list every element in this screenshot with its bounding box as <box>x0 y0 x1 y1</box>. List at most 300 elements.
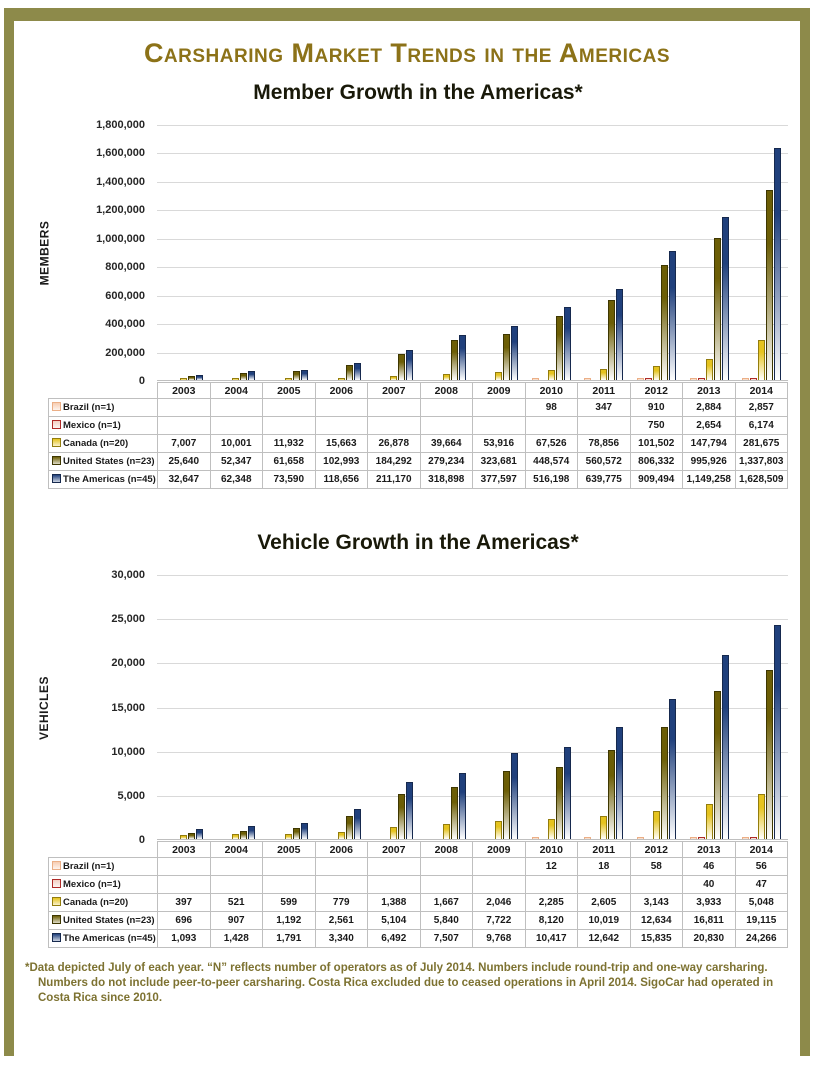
bar-canada-2005 <box>285 834 292 839</box>
member-data-table <box>48 382 788 489</box>
bar-the-2014 <box>774 148 781 380</box>
value-cell-united-2003: 696 <box>158 912 211 930</box>
year-header-2004: 2004 <box>210 842 263 858</box>
bar-united-2013 <box>714 238 721 380</box>
legend-swatch-united <box>52 915 61 924</box>
bar-the-2011 <box>616 727 623 839</box>
value-cell-canada-2013: 3,933 <box>683 894 736 912</box>
bar-group-2013 <box>683 575 736 839</box>
value-cell-canada-2004: 10,001 <box>210 435 263 453</box>
legend-swatch-the <box>52 474 61 483</box>
value-cell-the-2013: 1,149,258 <box>683 471 736 489</box>
bar-canada-2014 <box>758 340 765 380</box>
bar-united-2006 <box>346 816 353 839</box>
bar-group-2003 <box>157 125 210 380</box>
bar-canada-2004 <box>232 378 239 380</box>
bar-mexico-2013 <box>698 378 705 380</box>
value-cell-the-2007: 6,492 <box>368 930 421 948</box>
bar-brazil-2013 <box>690 837 697 839</box>
bar-group-2005 <box>262 125 315 380</box>
value-cell-the-2006: 3,340 <box>315 930 368 948</box>
bar-group-2004 <box>210 125 263 380</box>
value-cell-the-2009: 377,597 <box>473 471 526 489</box>
bar-canada-2007 <box>390 376 397 380</box>
value-cell-canada-2006: 15,663 <box>315 435 368 453</box>
bar-united-2004 <box>240 831 247 839</box>
table-row-brazil <box>49 399 788 417</box>
table-row-the <box>49 930 788 948</box>
series-label-cell-mexico <box>49 417 158 435</box>
series-label-cell-the <box>49 930 158 948</box>
series-label-text: Canada (n=20) <box>63 438 129 449</box>
value-cell-brazil-2014: 2,857 <box>735 399 788 417</box>
value-cell-the-2003: 1,093 <box>158 930 211 948</box>
value-cell-mexico-2004 <box>210 417 263 435</box>
bar-united-2009 <box>503 334 510 380</box>
series-label-text: United States (n=23) <box>63 915 155 926</box>
table-row-canada <box>49 435 788 453</box>
vehicle-y-axis-title-text: VEHICLES <box>37 675 52 740</box>
value-cell-brazil-2011: 347 <box>578 399 631 417</box>
value-cell-canada-2012: 3,143 <box>630 894 683 912</box>
legend-swatch-the <box>52 933 61 942</box>
bar-united-2003 <box>188 833 195 839</box>
bar-united-2014 <box>766 190 773 380</box>
bar-canada-2008 <box>443 374 450 380</box>
value-cell-mexico-2014: 47 <box>735 876 788 894</box>
series-label-text: The Americas (n=45) <box>63 933 156 944</box>
value-cell-brazil-2008 <box>420 399 473 417</box>
bar-united-2007 <box>398 794 405 839</box>
page-content <box>14 38 800 1059</box>
bar-group-2008 <box>420 575 473 839</box>
bar-the-2007 <box>406 782 413 839</box>
bar-united-2010 <box>556 316 563 380</box>
value-cell-canada-2010: 2,285 <box>525 894 578 912</box>
bar-mexico-2012 <box>645 378 652 380</box>
series-label-text: The Americas (n=45) <box>63 474 156 485</box>
member-y-axis-labels <box>48 119 157 387</box>
bar-the-2004 <box>248 826 255 839</box>
value-cell-united-2010: 8,120 <box>525 912 578 930</box>
value-cell-canada-2005: 11,932 <box>263 435 316 453</box>
year-header-2003: 2003 <box>158 383 211 399</box>
value-cell-mexico-2008 <box>420 876 473 894</box>
table-row-the <box>49 471 788 489</box>
y-tick-label: 15,000 <box>111 701 145 714</box>
table-row-united <box>49 453 788 471</box>
year-header-2009: 2009 <box>473 383 526 399</box>
value-cell-mexico-2013: 2,654 <box>683 417 736 435</box>
series-label-text: Canada (n=20) <box>63 897 129 908</box>
value-cell-canada-2006: 779 <box>315 894 368 912</box>
value-cell-brazil-2012: 910 <box>630 399 683 417</box>
bar-the-2005 <box>301 370 308 380</box>
value-cell-united-2007: 5,104 <box>368 912 421 930</box>
value-cell-brazil-2004 <box>210 399 263 417</box>
bar-canada-2009 <box>495 372 502 380</box>
bar-the-2006 <box>354 809 361 839</box>
vehicle-data-table <box>48 841 788 948</box>
vehicle-plot-area <box>157 575 788 840</box>
value-cell-united-2013: 995,926 <box>683 453 736 471</box>
table-row-brazil <box>49 858 788 876</box>
bar-the-2007 <box>406 350 413 380</box>
value-cell-united-2005: 1,192 <box>263 912 316 930</box>
value-cell-the-2010: 10,417 <box>525 930 578 948</box>
member-plot-row <box>37 119 788 387</box>
year-header-2014: 2014 <box>735 842 788 858</box>
value-cell-united-2009: 323,681 <box>473 453 526 471</box>
y-tick-label: 1,400,000 <box>96 175 145 188</box>
bar-group-2010 <box>525 575 578 839</box>
legend-swatch-brazil <box>52 861 61 870</box>
table-row-mexico <box>49 876 788 894</box>
bar-canada-2012 <box>653 811 660 839</box>
year-header-2012: 2012 <box>630 842 683 858</box>
legend-swatch-mexico <box>52 879 61 888</box>
year-header-2014: 2014 <box>735 383 788 399</box>
bar-canada-2013 <box>706 359 713 380</box>
bar-the-2010 <box>564 307 571 380</box>
value-cell-mexico-2011 <box>578 417 631 435</box>
value-cell-brazil-2010: 98 <box>525 399 578 417</box>
y-tick-label: 400,000 <box>105 318 145 331</box>
series-label-text: Mexico (n=1) <box>63 420 121 431</box>
y-tick-label: 20,000 <box>111 657 145 670</box>
bar-brazil-2010 <box>532 837 539 839</box>
y-tick-label: 25,000 <box>111 613 145 626</box>
value-cell-mexico-2005 <box>263 876 316 894</box>
y-tick-label: 1,200,000 <box>96 204 145 217</box>
bar-the-2008 <box>459 335 466 380</box>
value-cell-united-2006: 102,993 <box>315 453 368 471</box>
value-cell-the-2012: 15,835 <box>630 930 683 948</box>
year-header-2004: 2004 <box>210 383 263 399</box>
bar-group-2011 <box>578 575 631 839</box>
bar-group-2014 <box>735 575 788 839</box>
value-cell-brazil-2003 <box>158 399 211 417</box>
year-header-2005: 2005 <box>263 842 316 858</box>
value-cell-united-2005: 61,658 <box>263 453 316 471</box>
value-cell-the-2011: 639,775 <box>578 471 631 489</box>
bar-canada-2012 <box>653 366 660 380</box>
bar-brazil-2011 <box>584 837 591 839</box>
bar-brazil-2011 <box>584 378 591 380</box>
year-header-2012: 2012 <box>630 383 683 399</box>
series-label-cell-canada <box>49 435 158 453</box>
vehicle-y-axis-labels <box>48 569 157 846</box>
vehicle-growth-section <box>37 531 788 948</box>
bar-canada-2011 <box>600 369 607 380</box>
value-cell-the-2014: 24,266 <box>735 930 788 948</box>
value-cell-canada-2011: 78,856 <box>578 435 631 453</box>
value-cell-mexico-2006 <box>315 876 368 894</box>
value-cell-mexico-2014: 6,174 <box>735 417 788 435</box>
value-cell-united-2011: 560,572 <box>578 453 631 471</box>
footnote: *Data depicted July of each year. “N” reflects number of operators as of July 2014. Numbers include round-trip and one-way carsharing. Numbers do not include peer-to-peer carsharing. Costa Rica excluded due to ceased operations in April 2014. SigoCar had operated in Costa Rica since 2010. <box>25 962 774 1005</box>
bar-group-2010 <box>525 125 578 380</box>
year-header-2013: 2013 <box>683 383 736 399</box>
bar-group-2003 <box>157 575 210 839</box>
bar-united-2008 <box>451 787 458 839</box>
bar-mexico-2013 <box>698 837 705 839</box>
bar-the-2010 <box>564 747 571 839</box>
value-cell-united-2014: 1,337,803 <box>735 453 788 471</box>
bar-the-2003 <box>196 375 203 380</box>
value-cell-brazil-2007 <box>368 858 421 876</box>
value-cell-brazil-2014: 56 <box>735 858 788 876</box>
value-cell-the-2007: 211,170 <box>368 471 421 489</box>
member-y-axis-title-text: MEMBERS <box>37 220 51 286</box>
table-header-row <box>49 383 788 399</box>
value-cell-the-2011: 12,642 <box>578 930 631 948</box>
year-header-2013: 2013 <box>683 842 736 858</box>
value-cell-united-2006: 2,561 <box>315 912 368 930</box>
value-cell-canada-2011: 2,605 <box>578 894 631 912</box>
legend-swatch-united <box>52 456 61 465</box>
value-cell-the-2003: 32,647 <box>158 471 211 489</box>
bar-group-2007 <box>367 575 420 839</box>
bar-group-2012 <box>630 575 683 839</box>
bar-group-2006 <box>315 575 368 839</box>
bar-united-2008 <box>451 340 458 380</box>
value-cell-mexico-2008 <box>420 417 473 435</box>
vehicle-chart-title: Vehicle Growth in the Americas* <box>257 531 579 554</box>
value-cell-united-2012: 806,332 <box>630 453 683 471</box>
year-header-2009: 2009 <box>473 842 526 858</box>
bar-brazil-2013 <box>690 378 697 380</box>
year-header-2008: 2008 <box>420 842 473 858</box>
bar-united-2006 <box>346 365 353 380</box>
bar-canada-2003 <box>180 835 187 839</box>
value-cell-mexico-2013: 40 <box>683 876 736 894</box>
table-row-mexico <box>49 417 788 435</box>
value-cell-the-2009: 9,768 <box>473 930 526 948</box>
bar-group-2013 <box>683 125 736 380</box>
value-cell-united-2014: 19,115 <box>735 912 788 930</box>
value-cell-the-2006: 118,656 <box>315 471 368 489</box>
value-cell-brazil-2007 <box>368 399 421 417</box>
value-cell-canada-2008: 1,667 <box>420 894 473 912</box>
series-label-cell-united <box>49 453 158 471</box>
value-cell-mexico-2009 <box>473 876 526 894</box>
value-cell-canada-2004: 521 <box>210 894 263 912</box>
page-frame <box>4 8 810 1056</box>
bar-the-2013 <box>722 655 729 839</box>
series-label-cell-canada <box>49 894 158 912</box>
value-cell-mexico-2012: 750 <box>630 417 683 435</box>
y-tick-label: 1,000,000 <box>96 232 145 245</box>
bar-the-2011 <box>616 289 623 380</box>
bar-the-2008 <box>459 773 466 839</box>
y-tick-label: 200,000 <box>105 346 145 359</box>
value-cell-the-2008: 318,898 <box>420 471 473 489</box>
bar-group-2005 <box>262 575 315 839</box>
value-cell-mexico-2010 <box>525 417 578 435</box>
y-tick-label: 30,000 <box>111 569 145 581</box>
y-tick-label: 0 <box>138 375 145 387</box>
year-header-2007: 2007 <box>368 842 421 858</box>
bar-canada-2009 <box>495 821 502 839</box>
value-cell-canada-2003: 7,007 <box>158 435 211 453</box>
bar-the-2003 <box>196 829 203 839</box>
value-cell-brazil-2003 <box>158 858 211 876</box>
y-tick-label: 5,000 <box>117 789 145 802</box>
value-cell-the-2012: 909,494 <box>630 471 683 489</box>
bar-the-2004 <box>248 371 255 380</box>
value-cell-brazil-2013: 2,884 <box>683 399 736 417</box>
page-title: Carsharing Market Trends in the Americas <box>143 38 671 68</box>
value-cell-the-2014: 1,628,509 <box>735 471 788 489</box>
value-cell-canada-2013: 147,794 <box>683 435 736 453</box>
legend-swatch-brazil <box>52 402 61 411</box>
bar-mexico-2014 <box>750 837 757 839</box>
value-cell-united-2011: 10,019 <box>578 912 631 930</box>
value-cell-brazil-2005 <box>263 858 316 876</box>
value-cell-mexico-2003 <box>158 417 211 435</box>
bar-the-2014 <box>774 625 781 839</box>
value-cell-brazil-2012: 58 <box>630 858 683 876</box>
member-chart-title: Member Growth in the Americas* <box>253 81 583 104</box>
value-cell-canada-2014: 5,048 <box>735 894 788 912</box>
bar-group-2011 <box>578 125 631 380</box>
bar-group-2006 <box>315 125 368 380</box>
value-cell-canada-2009: 2,046 <box>473 894 526 912</box>
value-cell-the-2005: 1,791 <box>263 930 316 948</box>
value-cell-united-2008: 5,840 <box>420 912 473 930</box>
value-cell-canada-2009: 53,916 <box>473 435 526 453</box>
bar-united-2013 <box>714 691 721 839</box>
value-cell-mexico-2004 <box>210 876 263 894</box>
bar-brazil-2014 <box>742 378 749 380</box>
value-cell-brazil-2009 <box>473 858 526 876</box>
value-cell-united-2010: 448,574 <box>525 453 578 471</box>
value-cell-united-2012: 12,634 <box>630 912 683 930</box>
legend-swatch-canada <box>52 897 61 906</box>
series-label-text: United States (n=23) <box>63 456 155 467</box>
bar-united-2011 <box>608 750 615 839</box>
value-cell-united-2003: 25,640 <box>158 453 211 471</box>
value-cell-united-2004: 52,347 <box>210 453 263 471</box>
value-cell-canada-2008: 39,664 <box>420 435 473 453</box>
bar-group-2004 <box>210 575 263 839</box>
member-plot-area <box>157 125 788 381</box>
bar-the-2009 <box>511 326 518 380</box>
value-cell-the-2005: 73,590 <box>263 471 316 489</box>
legend-swatch-canada <box>52 438 61 447</box>
value-cell-brazil-2006 <box>315 399 368 417</box>
bar-canada-2010 <box>548 819 555 839</box>
value-cell-brazil-2005 <box>263 399 316 417</box>
value-cell-brazil-2009 <box>473 399 526 417</box>
bar-the-2012 <box>669 699 676 839</box>
value-cell-mexico-2005 <box>263 417 316 435</box>
bar-group-2009 <box>472 125 525 380</box>
series-label-cell-united <box>49 912 158 930</box>
value-cell-united-2009: 7,722 <box>473 912 526 930</box>
value-cell-mexico-2006 <box>315 417 368 435</box>
value-cell-the-2010: 516,198 <box>525 471 578 489</box>
bar-brazil-2012 <box>637 378 644 380</box>
bar-brazil-2010 <box>532 378 539 380</box>
y-tick-label: 1,600,000 <box>96 147 145 160</box>
series-label-text: Mexico (n=1) <box>63 879 121 890</box>
value-cell-brazil-2006 <box>315 858 368 876</box>
bar-united-2004 <box>240 373 247 380</box>
bar-united-2005 <box>293 371 300 380</box>
series-label-cell-brazil <box>49 399 158 417</box>
value-cell-canada-2005: 599 <box>263 894 316 912</box>
value-cell-mexico-2010 <box>525 876 578 894</box>
value-cell-the-2008: 7,507 <box>420 930 473 948</box>
value-cell-canada-2003: 397 <box>158 894 211 912</box>
year-header-2003: 2003 <box>158 842 211 858</box>
bar-united-2012 <box>661 727 668 839</box>
series-label-text: Brazil (n=1) <box>63 861 115 872</box>
value-cell-the-2004: 62,348 <box>210 471 263 489</box>
legend-swatch-mexico <box>52 420 61 429</box>
bar-canada-2008 <box>443 824 450 839</box>
bar-canada-2006 <box>338 832 345 839</box>
value-cell-the-2004: 1,428 <box>210 930 263 948</box>
member-growth-section <box>37 81 788 489</box>
value-cell-canada-2014: 281,675 <box>735 435 788 453</box>
year-header-2006: 2006 <box>315 383 368 399</box>
value-cell-mexico-2009 <box>473 417 526 435</box>
bar-united-2011 <box>608 300 615 380</box>
value-cell-brazil-2010: 12 <box>525 858 578 876</box>
bar-the-2009 <box>511 753 518 839</box>
bar-brazil-2014 <box>742 837 749 839</box>
year-header-2008: 2008 <box>420 383 473 399</box>
year-header-2006: 2006 <box>315 842 368 858</box>
bar-canada-2013 <box>706 804 713 839</box>
value-cell-canada-2010: 67,526 <box>525 435 578 453</box>
series-label-cell-mexico <box>49 876 158 894</box>
table-row-canada <box>49 894 788 912</box>
bar-brazil-2012 <box>637 837 644 839</box>
bar-united-2012 <box>661 265 668 380</box>
bar-canada-2006 <box>338 378 345 380</box>
table-header-row <box>49 842 788 858</box>
bar-united-2005 <box>293 828 300 839</box>
bar-mexico-2014 <box>750 378 757 380</box>
series-label-text: Brazil (n=1) <box>63 402 115 413</box>
y-tick-label: 0 <box>138 834 145 846</box>
bar-canada-2007 <box>390 827 397 839</box>
value-cell-mexico-2011 <box>578 876 631 894</box>
value-cell-mexico-2007 <box>368 876 421 894</box>
value-cell-the-2013: 20,830 <box>683 930 736 948</box>
value-cell-mexico-2007 <box>368 417 421 435</box>
series-label-cell-brazil <box>49 858 158 876</box>
value-cell-canada-2012: 101,502 <box>630 435 683 453</box>
bar-the-2006 <box>354 363 361 380</box>
bar-group-2009 <box>472 575 525 839</box>
bar-the-2012 <box>669 251 676 380</box>
vehicle-plot-row <box>37 569 788 846</box>
bar-group-2008 <box>420 125 473 380</box>
value-cell-canada-2007: 1,388 <box>368 894 421 912</box>
bar-canada-2010 <box>548 370 555 380</box>
table-row-united <box>49 912 788 930</box>
bar-united-2009 <box>503 771 510 839</box>
year-header-2011: 2011 <box>578 842 631 858</box>
year-header-2005: 2005 <box>263 383 316 399</box>
bar-canada-2005 <box>285 378 292 380</box>
bar-united-2010 <box>556 767 563 839</box>
